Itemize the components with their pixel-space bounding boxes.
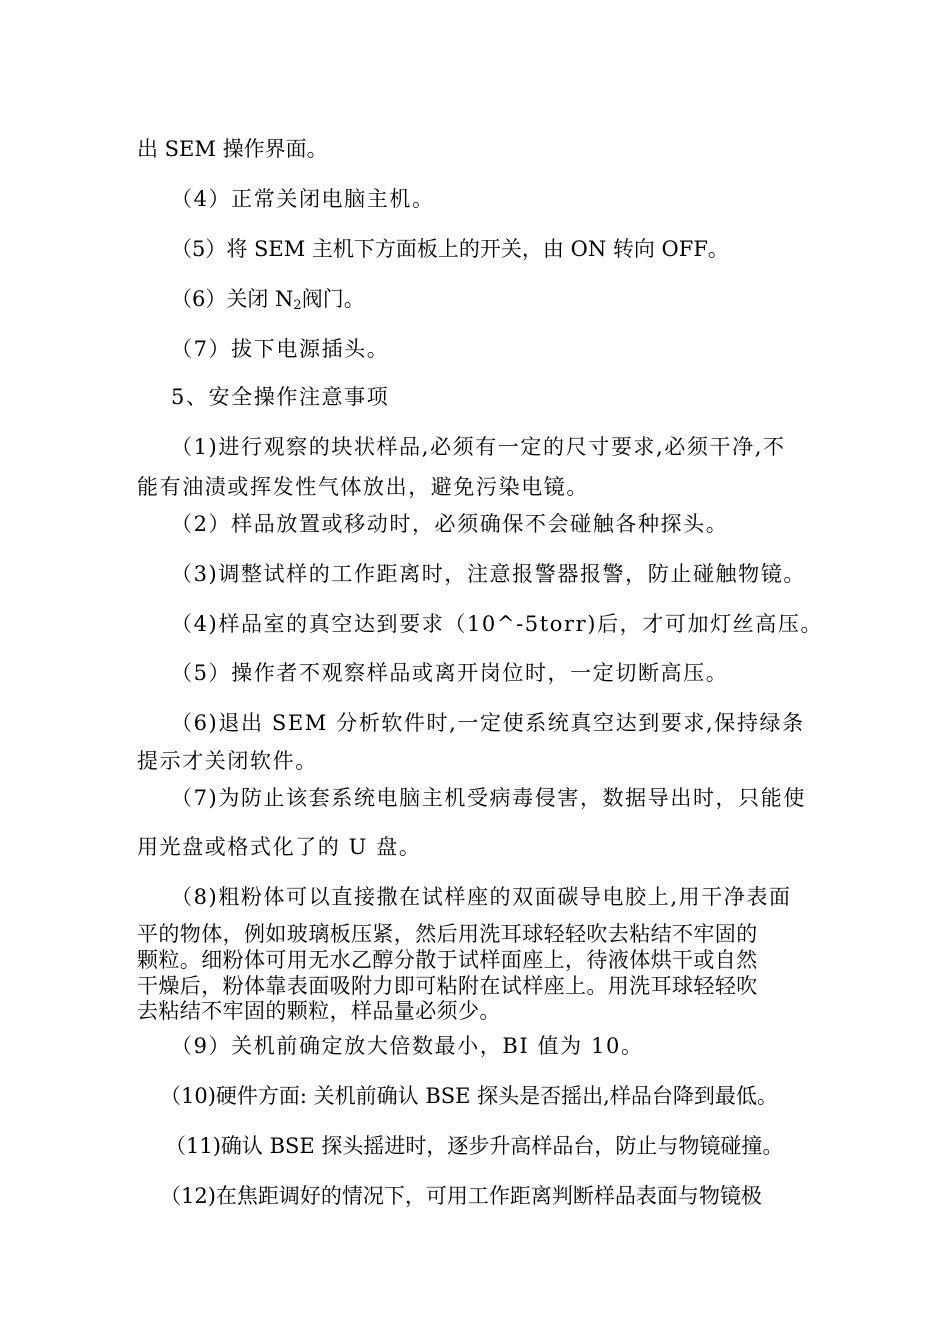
safety-11: （11)确认 BSE 探头摇进时，逐步升高样品台，防止与物镜碰撞。 bbox=[165, 1134, 784, 1158]
safety-8-line-5: 去粘结不牢固的颗粒，样品量必须少。 bbox=[137, 999, 501, 1023]
safety-5: （5）操作者不观察样品或离开岗位时，一定切断高压。 bbox=[171, 661, 729, 685]
step-6-text-start: （6）关闭 N bbox=[171, 287, 294, 311]
section-heading-safety: 5、安全操作注意事项 bbox=[171, 385, 390, 409]
step-7-unplug: （7）拔下电源插头。 bbox=[171, 337, 390, 361]
safety-7-line-2: 用光盘或格式化了的 U 盘。 bbox=[137, 835, 422, 859]
safety-2: （2）样品放置或移动时，必须确保不会碰触各种探头。 bbox=[171, 512, 729, 536]
safety-8-line-3: 颗粒。细粉体可用无水乙醇分散于试样面座上，待液体烘干或自然 bbox=[137, 948, 758, 972]
safety-4: （4)样品室的真空达到要求（10^-5torr)后，才可加灯丝高压。 bbox=[171, 612, 824, 636]
step-6-text-end: 阀门。 bbox=[301, 287, 365, 311]
safety-7-line-1: （7)为防止该套系统电脑主机受病毒侵害，数据导出时，只能使 bbox=[171, 786, 806, 810]
step-6-close-n2-valve bbox=[171, 285, 365, 313]
safety-6-line-2: 提示才关闭软件。 bbox=[137, 749, 318, 773]
safety-1-line-1: （1)进行观察的块状样品,必须有一定的尺寸要求,必须干净,不 bbox=[171, 435, 786, 459]
safety-12: （12)在焦距调好的情况下，可用工作距离判断样品表面与物镜极 bbox=[160, 1184, 762, 1208]
safety-8-line-4: 干燥后，粉体靠表面吸附力即可粘附在试样座上。用洗耳球轻轻吹 bbox=[137, 974, 758, 998]
safety-6-line-1: （6)退出 SEM 分析软件时,一定使系统真空达到要求,保持绿条 bbox=[171, 711, 805, 735]
safety-8-line-1: （8)粗粉体可以直接撒在试样座的双面碳导电胶上,用干净表面 bbox=[171, 885, 792, 909]
safety-1-line-2: 能有油渍或挥发性气体放出，避免污染电镜。 bbox=[137, 475, 589, 499]
n2-subscript: 2 bbox=[293, 298, 302, 313]
text-line-1: 出 SEM 操作界面。 bbox=[137, 137, 328, 161]
safety-3: （3)调整试样的工作距离时，注意报警器报警，防止碰触物镜。 bbox=[171, 562, 806, 586]
step-4-shutdown-pc: （4）正常关闭电脑主机。 bbox=[171, 187, 435, 211]
safety-10: （10)硬件方面: 关机前确认 BSE 探头是否摇出,样品台降到最低。 bbox=[160, 1084, 778, 1108]
step-5-power-switch: （5）将 SEM 主机下方面板上的开关，由 ON 转向 OFF。 bbox=[171, 237, 729, 261]
safety-9: （9）关机前确定放大倍数最小，BI 值为 10。 bbox=[171, 1034, 644, 1058]
safety-8-line-2: 平的物体，例如玻璃板压紧，然后用洗耳球轻轻吹去粘结不牢固的 bbox=[137, 922, 758, 946]
